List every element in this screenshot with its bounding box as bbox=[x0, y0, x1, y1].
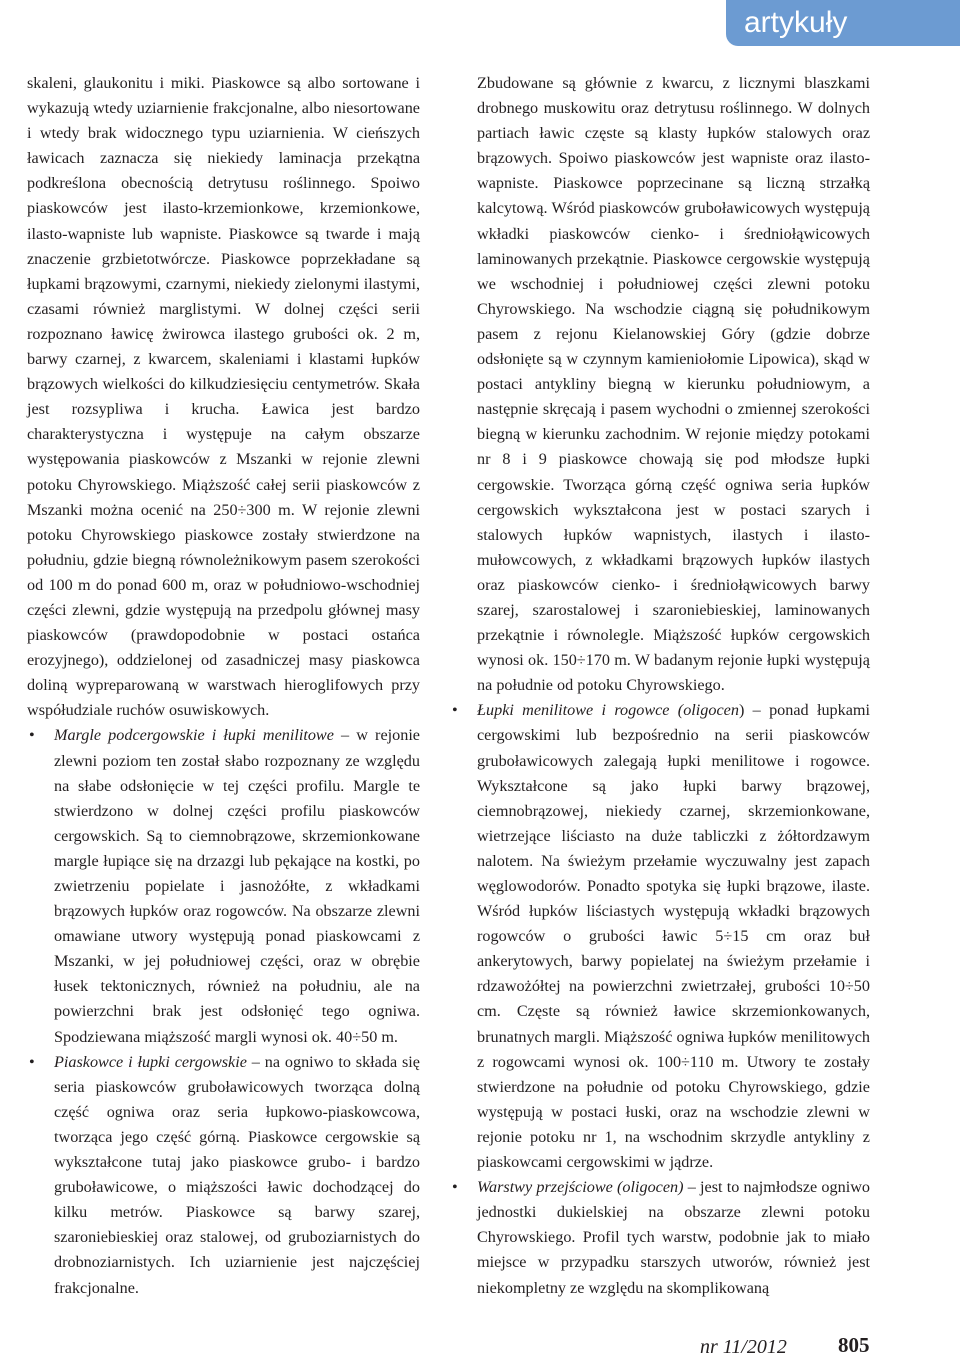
section-tab bbox=[726, 0, 960, 46]
list-item-term: Margle podcergowskie i łupki menilitowe bbox=[54, 726, 334, 745]
list-item-term: Łupki menilitowe i rogowce (oligocen bbox=[477, 701, 739, 720]
list-item-text: – na ogniwo to składa się seria piaskowców gruboławicowych tworząca dolną część ogniwa oraz seria łupkowo-piaskowcowa, tworząca jego część górną. Piaskowce cergowskie są wykształcone tutaj jako piaskowce grubo- i bardzo gruboławicowe, o miąższości ławic dochodzącej do kilku metrów. Piaskowce są barwy szarej, szaroniebieskiej oraz stalowej, od gruboziarnistych do drobnoziarnistych. Ich uziarnienie jest najczęściej frakcjonalne. bbox=[54, 1052, 420, 1297]
paragraph: Zbudowane są głównie z kwarcu, z licznymi blaszkami drobnego muskowitu oraz detrytusu roślinnego. W dolnych partiach ławic częste są klasty łupków stalowych oraz brązowych. Spoiwo piaskowców jest wapniste oraz ilasto-wapniste. Piaskowce poprzecinane są liczną strzałką kalcytową. Wśród piaskowców gruboławicowych występują wkładki piaskowców cienko- i średniołąwicowych laminowanych przekątnie. Piaskowce cergowskie występują we wschodniej i południowej części zlewni potoku Chyrowskiego. Na wschodzie ciągną się południkowym pasem z rejonu Kielanowskiej Góry (gdzie dobrze odsłonięte są w czynnym kamieniołomie Lipowica), skąd w postaci antykliny biegną w kierunku południowym, a następnie skręcają i pasem wychodni o zmiennej szerokości biegną w kierunku zachodnim. W rejonie między potokami nr 8 i 9 piaskowce chowają się pod młodsze łupki cergowskie. Tworząca górną część ogniwa seria łupków cergowskich wykształcona jest w postaci szarych i stalowych łupków wapnistych, ilastych i ilasto-mułowcowych, z wkładkami brązowych łupków ilastych oraz piaskowców cienko- i średniołąwicowych barwy szarej, szarostalowej i szaroniebieskiej, laminowanych przekątnie i równolegle. Miąższość łupków cergowskich wynosi ok. 150÷170 m. W badanym rejonie łupki występują na południe od potoku Chyrowskiego. bbox=[477, 74, 870, 695]
bullet-marker: • bbox=[29, 726, 35, 745]
issue-number: nr 11/2012 bbox=[700, 1336, 787, 1358]
list-item-term: Piaskowce i łupki cergowskie bbox=[54, 1052, 247, 1071]
page-number: 805 bbox=[838, 1333, 870, 1357]
list-item-term: Warstwy przejściowe (oligocen) bbox=[477, 1178, 684, 1197]
list-item-text: – jest to najmłodsze ogniwo jednostki dukielskiej na obszarze zlewni potoku Chyrowskiego. Profil tych warstw, podobnie jak to miało miejsce w przypadku starszych utworów, również jest niekompletny ze względu na skomplikowaną bbox=[477, 1178, 870, 1297]
list-item bbox=[450, 698, 870, 1175]
list-item bbox=[27, 723, 420, 1049]
list-item-text: ) – ponad łupkami cergowskimi lub bezpośrednio na serii piaskowców gruboławicowych zalegają łupki menilitowe i rogowce. Wykształcone są jako łupki barwy brązowej, ciemnobrązowej, niekiedy czarnej, skrzemionkowane, wietrzejące liściasto na duże tabliczki z żółtordzawym nalotem. Na świeżym przełamie wyczuwalny jest zapach węglowodorów. Ponadto spotyka się łupki brązowe, ilaste. Wśród łupków liściastych występują wkładki brązowych rogowców o grubości ławic 5÷15 cm oraz buł ankerytowych, barwy popielatej na świeżym przełamie i rdzawożółtej na powierzchni zwietrzałej, grubości 10÷50 cm. Częste są również ławice skrzemionkowanych, brunatnych margli. Miąższość ogniwa łupków menilitowych z rogowcami wynosi ok. 100÷110 m. Utwory te zostały stwierdzone na południe od potoku Chyrowskiego, gdzie występują w postaci łuski, oraz na wschodzie zlewni w rejonie potoku nr 1, na wschodnim skrzydle antykliny z piaskowcami cergowskimi w jądrze. bbox=[477, 701, 870, 1172]
section-label: artykuły bbox=[744, 6, 848, 39]
paragraph: skaleni, glaukonitu i miki. Piaskowce są albo sortowane i wykazują wtedy uziarnienie frakcjonalne, albo niesortowane i wtedy brak widocznego typu uziarnienia. W cieńszych ławicach zaznacza się niekiedy laminacja przekątna podkreślona obecnością detrytusu roślinnego. Spoiwo piaskowców jest ilasto-krzemionkowe, krzemionkowe, ilasto-wapniste lub wapniste. Piaskowce są twarde i mają znaczenie grzbietotwórcze. Piaskowce poprzekładane są łupkami brązowymi, czarnymi, niekiedy zielonymi ilastymi, czasami również marglistymi. W dolnej części serii rozpoznano ławicę żwirowca ilastego grubości ok. 2 m, barwy czarnej, z kwarcem, skaleniami i klastami łupków brązowych wielkości do kilkudziesięciu centymetrów. Skała jest rozsypliwa i krucha. Ławica jest bardzo charakterystyczna i występuje na całym obszarze występowania piaskowców z Mszanki w rejonie zlewni potoku Chyrowskiego. Miąższość całej serii piaskowców z Mszanki można ocenić na 250÷300 m. W rejonie zlewni potoku Chyrowskiego piaskowce zostały stwierdzone na południu, gdzie biegną równoleżnikowym pasem szerokości od 100 m do ponad 600 m, oraz w południowo-wschodniej części zlewni, gdzie występują na przedpolu głównej masy piaskowców (prawdopodobnie w postaci ostańca erozyjnego), oddzielonej od zasadniczej masy piaskowca doliną wypreparowaną w warstwach hieroglifowych przy współudziale ruchów osuwiskowych. bbox=[27, 74, 420, 720]
right-column bbox=[452, 71, 870, 1301]
left-column bbox=[27, 71, 420, 1301]
list-item bbox=[450, 1175, 870, 1300]
list-item-text: – w rejonie zlewni poziom ten został słabo rozpoznany ze względu na słabe odsłonięcie w tej części profilu. Margle te stwierdzono w dolnej części profilu piaskowców cergowskich. Są to ciemnobrązowe, skrzemionkowane margle łupiące się na drzazgi lub pękające na kostki, po zwietrzeniu popielate i jasnożółte, z wkładkami brązowych łupków oraz rogowców. Na obszarze zlewni omawiane utwory występują ponad piaskowcami z Mszanki, w jej południowej części, oraz w obrębie łusek tektonicznych, również na południu, ale na powierzchni brak jest odsłonięć tego ogniwa. Spodziewana miąższość margli wynosi ok. 40÷50 m. bbox=[54, 726, 420, 1046]
list-item bbox=[27, 1050, 420, 1301]
bullet-marker: • bbox=[452, 1178, 458, 1197]
bullet-marker: • bbox=[29, 1052, 35, 1071]
bullet-marker: • bbox=[452, 701, 458, 720]
